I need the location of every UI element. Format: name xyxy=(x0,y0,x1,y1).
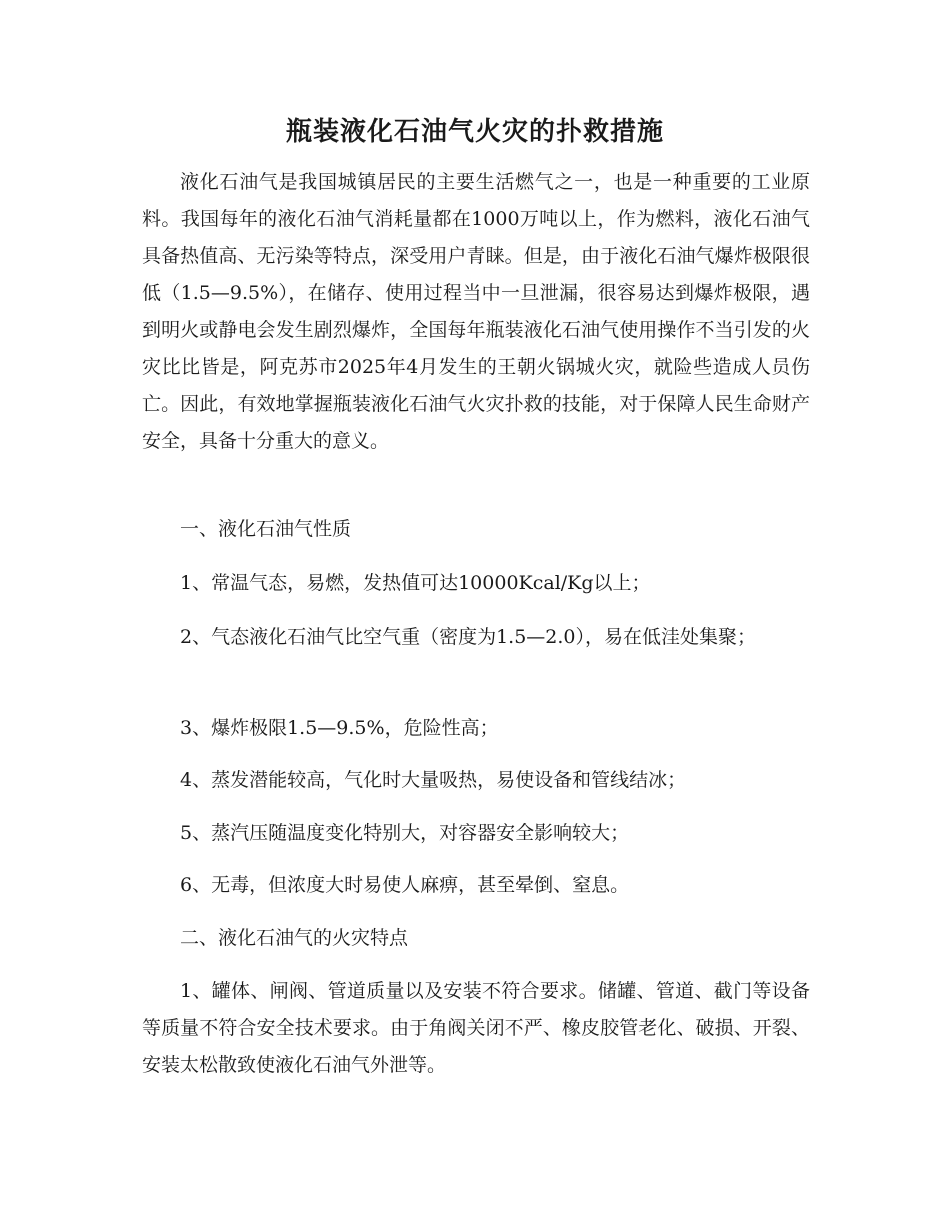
property-item-4: 4、蒸发潜能较高，气化时大量吸热，易使设备和管线结冰； xyxy=(180,769,687,791)
section-heading-fire-characteristics: 二、液化石油气的火灾特点 xyxy=(180,927,409,949)
property-item-3: 3、爆炸极限1.5—9.5%，危险性高； xyxy=(180,717,499,739)
section-heading-properties: 一、液化石油气性质 xyxy=(180,518,352,540)
document-title: 瓶装液化石油气火灾的扑救措施 xyxy=(285,117,664,147)
property-item-2: 2、气态液化石油气比空气重（密度为1.5—2.0），易在低洼处集聚； xyxy=(180,626,757,648)
fire-characteristic-item-1: 1、罐体、闸阀、管道质量以及安装不符合要求。储罐、管道、截门等设备等质量不符合安全技术要求。由于角阀关闭不严、橡皮胶管老化、破损、开裂、安装太松散致使液化石油气外泄等。 xyxy=(142,980,810,1076)
property-item-6: 6、无毒，但浓度大时易使人麻痹，甚至晕倒、窒息。 xyxy=(180,874,630,896)
intro-paragraph: 液化石油气是我国城镇居民的主要生活燃气之一，也是一种重要的工业原料。我国每年的液化石油气消耗量都在1000万吨以上，作为燃料，液化石油气具备热值高、无污染等特点，深受用户青睐。但是，由于液化石油气爆炸极限很低（1.5—9.5%），在储存、使用过程当中一旦泄漏，很容易达到爆炸极限，遇到明火或静电会发生剧烈爆炸，全国每年瓶装液化石油气使用操作不当引发的火灾比比皆是，阿克苏市2025年4月发生的王朝火锅城火灾，就险些造成人员伤亡。因此，有效地掌握瓶装液化石油气火灾扑救的技能，对于保障人民生命财产安全，具备十分重大的意义。 xyxy=(142,171,810,452)
property-item-1: 1、常温气态，易燃，发热值可达10000Kcal/Kg以上； xyxy=(180,572,651,594)
property-item-5: 5、蒸汽压随温度变化特别大，对容器安全影响较大； xyxy=(180,822,630,844)
